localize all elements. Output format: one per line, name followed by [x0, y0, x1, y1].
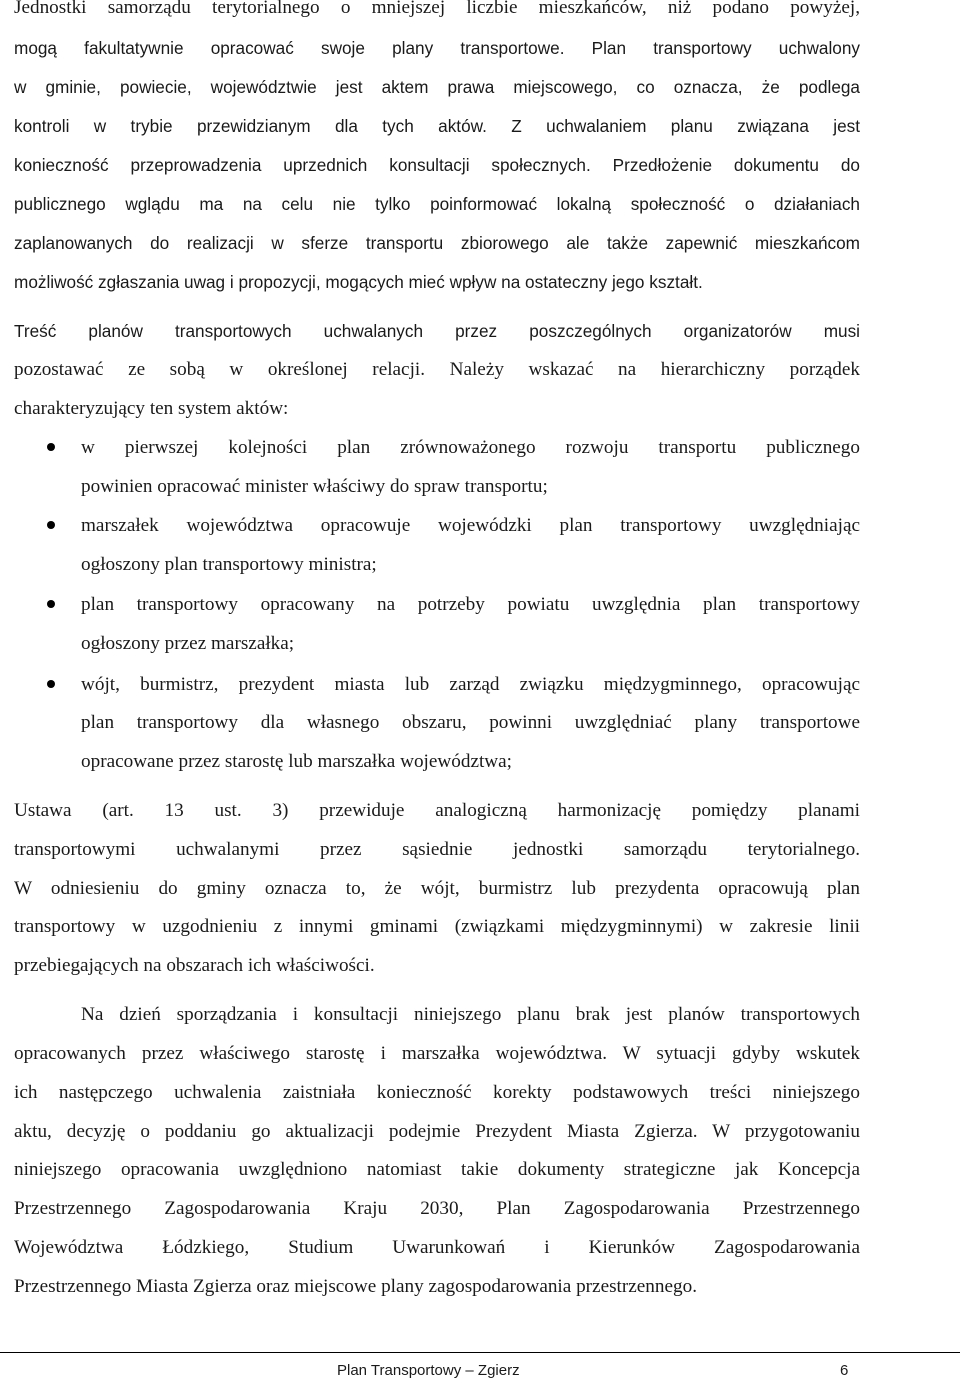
paragraph-line: transportowy w uzgodnieniu z innymi gminami (związkami międzygminnymi) w zakresie linii: [14, 916, 860, 937]
paragraph-line: możliwość zgłaszania uwag i propozycji, mogących mieć wpływ na ostateczny jego kształt.: [14, 272, 703, 292]
paragraph-line: aktu, decyzję o poddaniu go aktualizacji podejmie Prezydent Miasta Zgierza. W przygotowaniu: [14, 1121, 860, 1142]
list-item-line: plan transportowy dla własnego obszaru, powinni uwzględniać plany transportowe: [81, 712, 860, 733]
paragraph-line: charakteryzujący ten system aktów:: [14, 398, 289, 419]
paragraph-fragment: Przedłożenie dokumentu do: [612, 155, 860, 175]
bullet-icon: [47, 521, 55, 529]
list-item-line: marszałek województwa opracowuje wojewódzki plan transportowy uwzględniając: [81, 515, 860, 536]
paragraph-line: [14, 152, 860, 178]
paragraph-line: zaplanowanych do realizacji w sferze transportu zbiorowego ale także zapewnić mieszkańcom: [14, 233, 860, 253]
footer-divider: [0, 1352, 960, 1353]
paragraph-fragment: Z uchwalaniem planu związana jest: [511, 116, 860, 136]
paragraph-line: Na dzień sporządzania i konsultacji niniejszego planu brak jest planów transportowych: [81, 1004, 860, 1025]
list-item-line: powinien opracować minister właściwy do spraw transportu;: [81, 476, 548, 497]
footer-title: Plan Transportowy – Zgierz: [337, 1362, 520, 1379]
paragraph-line: niniejszego opracowania uwzględniono natomiast takie dokumenty strategiczne jak Koncepcja: [14, 1159, 860, 1180]
paragraph-line: Przestrzennego Zagospodarowania Kraju 2030, Plan Zagospodarowania Przestrzennego: [14, 1198, 860, 1219]
list-item-line: wójt, burmistrz, prezydent miasta lub zarząd związku międzygminnego, opracowując: [81, 674, 860, 695]
paragraph-line: przebiegających na obszarach ich właściwości.: [14, 955, 375, 976]
paragraph-line: Województwa Łódzkiego, Studium Uwarunkowań i Kierunków Zagospodarowania: [14, 1237, 860, 1258]
list-item-line: ogłoszony plan transportowy ministra;: [81, 554, 377, 575]
bullet-icon: [47, 600, 55, 608]
paragraph-line: [14, 113, 860, 139]
list-item-line: ogłoszony przez marszałka;: [81, 633, 295, 654]
paragraph-line: Ustawa (art. 13 ust. 3) przewiduje analogiczną harmonizację pomiędzy planami: [14, 800, 860, 821]
bullet-icon: [47, 443, 55, 451]
bullet-icon: [47, 680, 55, 688]
paragraph-line: w gminie, powiecie, województwie jest aktem prawa miejscowego, co oznacza, że podlega: [14, 77, 860, 97]
list-item-line: w pierwszej kolejności plan zrównoważonego rozwoju transportu publicznego: [81, 437, 860, 458]
paragraph-line: Przestrzennego Miasta Zgierza oraz miejscowe plany zagospodarowania przestrzennego.: [14, 1276, 697, 1297]
paragraph-line: ich następczego uchwalenia zaistniała konieczność korekty podstawowych treści niniejszego: [14, 1082, 860, 1103]
paragraph-line: transportowymi uchwalanymi przez sąsiednie jednostki samorządu terytorialnego.: [14, 839, 860, 860]
paragraph-line: mogą fakultatywnie opracować swoje plany transportowe. Plan transportowy uchwalony: [14, 38, 860, 58]
paragraph-line: Treść planów transportowych uchwalanych przez poszczególnych organizatorów musi: [14, 321, 860, 341]
paragraph-line: pozostawać ze sobą w określonej relacji. Należy wskazać na hierarchiczny porządek: [14, 359, 860, 380]
paragraph-fragment: konieczność przeprowadzenia uprzednich konsultacji społecznych.: [14, 155, 591, 175]
list-item-line: plan transportowy opracowany na potrzeby powiatu uwzględnia plan transportowy: [81, 594, 860, 615]
list-item-line: opracowane przez starostę lub marszałka województwa;: [81, 751, 512, 772]
paragraph-line: W odniesieniu do gminy oznacza to, że wójt, burmistrz lub prezydenta opracowują plan: [14, 878, 860, 899]
paragraph-line: opracowanych przez właściwego starostę i marszałka województwa. W sytuacji gdyby wskutek: [14, 1043, 860, 1064]
paragraph-line: Jednostki samorządu terytorialnego o mniejszej liczbie mieszkańców, niż podano powyżej,: [14, 0, 860, 18]
page-number: 6: [840, 1362, 849, 1379]
paragraph-line: publicznego wglądu ma na celu nie tylko poinformować lokalną społeczność o działaniach: [14, 194, 860, 214]
paragraph-fragment: kontroli w trybie przewidzianym dla tych aktów.: [14, 116, 487, 136]
